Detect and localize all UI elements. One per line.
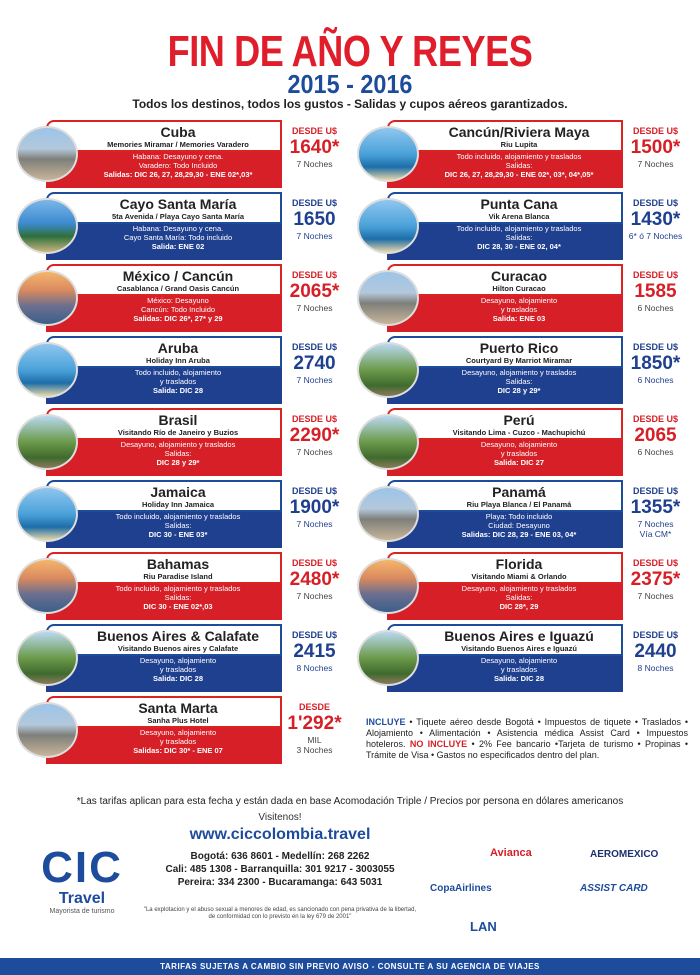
destination-card bbox=[353, 408, 688, 476]
detail-line: y traslados bbox=[159, 737, 197, 746]
detail-line: México: Desayuno bbox=[147, 296, 209, 305]
price-from-label: DESDE U$ bbox=[632, 486, 678, 496]
destination-card bbox=[12, 192, 347, 260]
destination-details bbox=[46, 510, 282, 548]
destination-hotel: Hilton Curacao bbox=[492, 284, 546, 293]
destination-photo bbox=[357, 270, 419, 326]
destination-card bbox=[353, 120, 688, 188]
destination-card bbox=[353, 552, 688, 620]
detail-line: Desayuno, alojamiento y traslados bbox=[461, 584, 577, 593]
copa-logo: CopaAirlines bbox=[430, 883, 492, 894]
detail-line: Todo incluido, alojamiento y traslados bbox=[115, 512, 241, 521]
nights-label: 7 Noches bbox=[296, 159, 333, 169]
destination-name: Panamá bbox=[492, 484, 546, 500]
price-block bbox=[623, 120, 688, 188]
nights-label: 8 Noches bbox=[296, 663, 333, 673]
nights-label: 7 Noches bbox=[637, 519, 674, 529]
price-block bbox=[623, 480, 688, 548]
avianca-logo: Avianca bbox=[490, 847, 532, 859]
price-block bbox=[282, 552, 347, 620]
nights-label: 7 Noches bbox=[296, 591, 333, 601]
destination-card bbox=[12, 552, 347, 620]
page-subtitle: Todos los destinos, todos los gustos - Salidas y cupos aéreos garantizados. bbox=[132, 97, 568, 111]
destination-photo bbox=[357, 342, 419, 398]
departure-dates: DIC 26, 27, 28,29,30 - ENE 02*, 03*, 04*,05* bbox=[444, 170, 594, 179]
destination-card bbox=[12, 336, 347, 404]
price-amount: 2065* bbox=[289, 281, 340, 302]
detail-line: Salidas: bbox=[505, 593, 533, 602]
detail-line: Salidas: bbox=[164, 593, 192, 602]
destination-photo bbox=[357, 486, 419, 542]
destination-photo bbox=[16, 342, 78, 398]
destination-name: Cuba bbox=[160, 124, 196, 140]
price-block bbox=[623, 264, 688, 332]
price-block bbox=[282, 120, 347, 188]
destination-details bbox=[46, 294, 282, 332]
departure-dates: Salidas: DIC 30* - ENE 07 bbox=[133, 746, 223, 755]
departure-dates: Salida: DIC 27 bbox=[493, 458, 545, 467]
price-from-label: DESDE U$ bbox=[291, 126, 337, 136]
price-block bbox=[623, 192, 688, 260]
destination-details bbox=[46, 726, 282, 764]
detail-line: Desayuno, alojamiento bbox=[139, 656, 217, 665]
price-block bbox=[282, 192, 347, 260]
detail-line: y traslados bbox=[159, 377, 197, 386]
detail-line: Ciudad: Desayuno bbox=[488, 521, 550, 530]
departure-dates: DIC 28 y 29* bbox=[497, 386, 541, 395]
price-amount: 2480* bbox=[289, 569, 340, 590]
destination-details bbox=[387, 294, 623, 332]
left-destination-column bbox=[12, 120, 347, 768]
price-from-label: DESDE U$ bbox=[632, 630, 678, 640]
price-amount: 2415 bbox=[293, 641, 336, 662]
destination-name: Cancún/Riviera Maya bbox=[448, 124, 590, 140]
destination-hotel: Vik Arena Blanca bbox=[488, 212, 550, 221]
phone-line: Cali: 485 1308 - Barranquilla: 301 9217 - 3003055 bbox=[165, 864, 395, 875]
destination-header bbox=[46, 264, 282, 296]
price-from-label: DESDE U$ bbox=[291, 486, 337, 496]
departure-dates: DIC 28*, 29 bbox=[499, 602, 539, 611]
price-amount: 1355* bbox=[630, 497, 681, 518]
price-from-label: DESDE U$ bbox=[291, 414, 337, 424]
detail-line: y traslados bbox=[500, 305, 538, 314]
destination-header bbox=[387, 552, 623, 584]
destination-card bbox=[12, 480, 347, 548]
destination-name: Jamaica bbox=[150, 484, 206, 500]
right-destination-column bbox=[353, 120, 688, 696]
nights-label: 7 Noches bbox=[296, 519, 333, 529]
price-amount: 1585 bbox=[634, 281, 677, 302]
destination-hotel: Visitando Miami & Orlando bbox=[471, 572, 567, 581]
nights-label: 6 Noches bbox=[637, 447, 674, 457]
nights-label: 8 Noches bbox=[637, 663, 674, 673]
detail-line: Salidas: bbox=[505, 377, 533, 386]
destination-header bbox=[387, 192, 623, 224]
destination-photo bbox=[16, 126, 78, 182]
destination-name: Aruba bbox=[157, 340, 199, 356]
departure-dates: Salida: ENE 03 bbox=[492, 314, 546, 323]
detail-line: Todo incluido, alojamiento y traslados bbox=[456, 152, 582, 161]
destination-header bbox=[387, 336, 623, 368]
destination-details bbox=[46, 438, 282, 476]
destination-details bbox=[387, 150, 623, 188]
price-block bbox=[282, 696, 347, 764]
price-amount: 2740 bbox=[293, 353, 336, 374]
destination-header bbox=[46, 120, 282, 152]
destination-header bbox=[387, 120, 623, 152]
detail-line: Habana: Desayuno y cena. bbox=[132, 152, 224, 161]
destination-name: Curacao bbox=[490, 268, 548, 284]
detail-line: Todo incluido, alojamiento bbox=[134, 368, 222, 377]
destination-details bbox=[387, 654, 623, 692]
destination-photo bbox=[357, 630, 419, 686]
cic-logo bbox=[22, 845, 142, 935]
detail-line: Cayo Santa María: Todo incluido bbox=[123, 233, 233, 242]
destination-name: Cayo Santa María bbox=[119, 196, 237, 212]
price-block bbox=[282, 480, 347, 548]
legal-text: "La explotacion y el abuso sexual a menores de edad, es sancionado con pena privativa de la libertad, de conformidad con lo previsto en la ley 679 de 2001" bbox=[143, 907, 417, 920]
price-from-label: DESDE U$ bbox=[291, 342, 337, 352]
price-block bbox=[282, 336, 347, 404]
destination-details bbox=[387, 222, 623, 260]
destination-photo bbox=[16, 414, 78, 470]
not-includes-text: • 2% Fee bancario •Tarjeta de turismo • Propinas • Trámite de Visa • Gastos no especificados dentro del plan. bbox=[366, 739, 688, 760]
destination-card bbox=[12, 408, 347, 476]
destination-hotel: Memories Miramar / Memories Varadero bbox=[107, 140, 249, 149]
airline-logos bbox=[430, 835, 690, 945]
detail-line: Desayuno, alojamiento bbox=[480, 440, 558, 449]
detail-line: Desayuno, alojamiento y traslados bbox=[120, 440, 236, 449]
nights-label: 6 Noches bbox=[637, 303, 674, 313]
destination-photo bbox=[16, 198, 78, 254]
destination-name: Florida bbox=[495, 556, 543, 572]
destination-header bbox=[387, 480, 623, 512]
detail-line: Desayuno, alojamiento y traslados bbox=[461, 368, 577, 377]
departure-dates: DIC 30 - ENE 03* bbox=[148, 530, 208, 539]
destination-hotel: Visitando Buenos Aires e Iguazú bbox=[461, 644, 577, 653]
website-link[interactable]: www.ciccolombia.travel bbox=[189, 826, 371, 843]
nights-label: 7 Noches bbox=[637, 159, 674, 169]
disclaimer-bar: TARIFAS SUJETAS A CAMBIO SIN PREVIO AVISO - CONSULTE A SU AGENCIA DE VIAJES bbox=[0, 958, 700, 975]
destination-photo bbox=[357, 198, 419, 254]
includes-text: • Tiquete aéreo desde Bogotá • Impuestos de tiquete • Traslados • Alojamiento • Alimentación • Asistencia médica Assist Card • Impuestos hoteleros. bbox=[366, 717, 688, 749]
nights-label: 7 Noches bbox=[637, 591, 674, 601]
destination-card bbox=[12, 120, 347, 188]
nights-label: 7 Noches bbox=[296, 375, 333, 385]
detail-line: Todo incluido, alojamiento y traslados bbox=[456, 224, 582, 233]
destination-header bbox=[46, 552, 282, 584]
cic-logo-travel: Travel bbox=[58, 890, 106, 907]
nights-label: 3 Noches bbox=[296, 745, 333, 755]
destination-card bbox=[12, 696, 347, 764]
destination-photo bbox=[357, 126, 419, 182]
destination-name: México / Cancún bbox=[122, 268, 234, 284]
nights-label: 7 Noches bbox=[296, 447, 333, 457]
destination-name: Perú bbox=[503, 412, 535, 428]
departure-dates: Salida: DIC 28 bbox=[493, 674, 545, 683]
price-block bbox=[623, 336, 688, 404]
detail-line: Playa: Todo incluido bbox=[485, 512, 553, 521]
destination-card bbox=[12, 264, 347, 332]
not-includes-label: NO INCLUYE bbox=[409, 739, 468, 749]
destination-details bbox=[387, 438, 623, 476]
detail-line: Varadero: Todo Incluido bbox=[138, 161, 218, 170]
destination-name: Buenos Aires e Iguazú bbox=[444, 628, 594, 644]
price-amount: 1850* bbox=[630, 353, 681, 374]
destination-header bbox=[46, 624, 282, 656]
detail-line: Desayuno, alojamiento bbox=[480, 296, 558, 305]
nights-label: 7 Noches bbox=[296, 303, 333, 313]
nights-label: 7 Noches bbox=[296, 231, 333, 241]
price-block bbox=[282, 624, 347, 692]
destination-name: Buenos Aires & Calafate bbox=[96, 628, 260, 644]
phone-list bbox=[140, 850, 420, 889]
nights-label: 6 Noches bbox=[637, 375, 674, 385]
price-from-label: DESDE bbox=[298, 702, 330, 712]
price-block bbox=[623, 624, 688, 692]
destination-header bbox=[46, 696, 282, 728]
destination-details bbox=[46, 582, 282, 620]
detail-line: Salidas: bbox=[164, 521, 192, 530]
price-amount: 1'292* bbox=[287, 713, 342, 734]
nights-label: Vía CM* bbox=[639, 529, 672, 539]
destination-header bbox=[387, 624, 623, 656]
destination-header bbox=[387, 408, 623, 440]
destination-hotel: Riu Paradise Island bbox=[143, 572, 213, 581]
includes-box bbox=[366, 717, 688, 761]
destination-hotel: Visitando Lima - Cuzco - Machupichú bbox=[452, 428, 586, 437]
destination-header bbox=[46, 408, 282, 440]
nights-label: 6* ó 7 Noches bbox=[628, 231, 683, 241]
destination-card bbox=[353, 336, 688, 404]
detail-line: Habana: Desayuno y cena. bbox=[132, 224, 224, 233]
destination-hotel: Visitando Río de Janeiro y Buzios bbox=[117, 428, 239, 437]
destination-header bbox=[46, 192, 282, 224]
price-amount: 2375* bbox=[630, 569, 681, 590]
destination-name: Puerto Rico bbox=[479, 340, 559, 356]
departure-dates: Salida: DIC 28 bbox=[152, 674, 204, 683]
price-from-label: DESDE U$ bbox=[632, 270, 678, 280]
detail-line: Salidas: bbox=[505, 233, 533, 242]
destination-hotel: Riu Playa Blanca / El Panamá bbox=[466, 500, 572, 509]
detail-line: Salidas: bbox=[164, 449, 192, 458]
price-from-label: DESDE U$ bbox=[291, 198, 337, 208]
price-amount: 1500* bbox=[630, 137, 681, 158]
destination-hotel: Riu Lupita bbox=[500, 140, 538, 149]
price-amount: 2440 bbox=[634, 641, 677, 662]
departure-dates: Salidas: DIC 28, 29 - ENE 03, 04* bbox=[461, 530, 577, 539]
price-amount: 1650 bbox=[293, 209, 336, 230]
destination-details bbox=[387, 510, 623, 548]
departure-dates: DIC 28, 30 - ENE 02, 04* bbox=[477, 242, 561, 251]
detail-line: Desayuno, alojamiento bbox=[480, 656, 558, 665]
destination-card bbox=[353, 192, 688, 260]
page-title: FIN DE AÑO Y REYES bbox=[167, 27, 533, 76]
departure-dates: Salidas: DIC 26*, 27* y 29 bbox=[133, 314, 223, 323]
price-block bbox=[623, 408, 688, 476]
destination-name: Punta Cana bbox=[480, 196, 558, 212]
destination-photo bbox=[16, 630, 78, 686]
departure-dates: DIC 30 - ENE 02*,03 bbox=[143, 602, 213, 611]
destination-name: Bahamas bbox=[146, 556, 210, 572]
destination-card bbox=[353, 624, 688, 692]
destination-details bbox=[46, 366, 282, 404]
page-years: 2015 - 2016 bbox=[287, 69, 413, 99]
price-from-label: DESDE U$ bbox=[632, 558, 678, 568]
phone-line: Pereira: 334 2300 - Bucaramanga: 643 5031 bbox=[177, 877, 383, 888]
price-from-label: DESDE U$ bbox=[291, 270, 337, 280]
destination-card bbox=[353, 480, 688, 548]
price-from-label: DESDE U$ bbox=[291, 558, 337, 568]
detail-line: y traslados bbox=[159, 665, 197, 674]
fare-note: *Las tarifas aplican para esta fecha y están dada en base Acomodación Triple / Precios por persona en dólares americanos bbox=[76, 796, 624, 807]
price-block bbox=[282, 408, 347, 476]
destination-photo bbox=[16, 558, 78, 614]
price-block bbox=[623, 552, 688, 620]
departure-dates: Salida: DIC 28 bbox=[152, 386, 204, 395]
price-amount: 2065 bbox=[634, 425, 677, 446]
destination-photo bbox=[16, 270, 78, 326]
detail-line: Todo incluido, alojamiento y traslados bbox=[115, 584, 241, 593]
destination-photo bbox=[357, 414, 419, 470]
destination-details bbox=[46, 222, 282, 260]
destination-hotel: 5ta Avenida / Playa Cayo Santa María bbox=[111, 212, 244, 221]
destination-header bbox=[387, 264, 623, 296]
includes-label: INCLUYE bbox=[366, 717, 406, 727]
destination-card bbox=[12, 624, 347, 692]
cic-logo-letters: CIC bbox=[41, 843, 123, 892]
price-from-label: DESDE U$ bbox=[632, 198, 678, 208]
price-from-label: DESDE U$ bbox=[291, 630, 337, 640]
destination-name: Brasil bbox=[158, 412, 198, 428]
price-from-label: DESDE U$ bbox=[632, 126, 678, 136]
nights-label: MIL bbox=[307, 735, 322, 745]
price-amount: 1900* bbox=[289, 497, 340, 518]
departure-dates: Salida: ENE 02 bbox=[151, 242, 205, 251]
detail-line: y traslados bbox=[500, 665, 538, 674]
assist-card-logo: ASSIST CARD bbox=[580, 883, 648, 894]
destination-hotel: Holiday Inn Jamaica bbox=[141, 500, 215, 509]
price-amount: 1640* bbox=[289, 137, 340, 158]
visit-label: Visitenos! bbox=[258, 812, 302, 823]
destination-card bbox=[353, 264, 688, 332]
destination-details bbox=[46, 654, 282, 692]
phone-line: Bogotá: 636 8601 - Medellín: 268 2262 bbox=[190, 851, 370, 862]
destination-details bbox=[387, 366, 623, 404]
destination-header bbox=[46, 480, 282, 512]
cic-logo-tagline: Mayorista de turismo bbox=[49, 908, 115, 915]
destination-photo bbox=[16, 486, 78, 542]
departure-dates: Salidas: DIC 26, 27, 28,29,30 - ENE 02*,03* bbox=[103, 170, 253, 179]
price-from-label: DESDE U$ bbox=[632, 414, 678, 424]
price-amount: 2290* bbox=[289, 425, 340, 446]
price-from-label: DESDE U$ bbox=[632, 342, 678, 352]
aeromexico-logo: AEROMEXICO bbox=[590, 849, 659, 860]
destination-hotel: Holiday Inn Aruba bbox=[146, 356, 210, 365]
destination-hotel: Courtyard By Marriot Miramar bbox=[465, 356, 573, 365]
destination-hotel: Casablanca / Grand Oasis Cancún bbox=[116, 284, 240, 293]
destination-hotel: Visitando Buenos aires y Calafate bbox=[117, 644, 239, 653]
departure-dates: DIC 28 y 29* bbox=[156, 458, 200, 467]
lan-logo: LAN bbox=[470, 919, 497, 934]
detail-line: Cancún: Todo Incluido bbox=[140, 305, 216, 314]
destination-hotel: Sanha Plus Hotel bbox=[147, 716, 209, 725]
destination-details bbox=[46, 150, 282, 188]
detail-line: y traslados bbox=[500, 449, 538, 458]
price-block bbox=[282, 264, 347, 332]
destination-header bbox=[46, 336, 282, 368]
detail-line: Salidas: bbox=[505, 161, 533, 170]
destination-details bbox=[387, 582, 623, 620]
destination-photo bbox=[357, 558, 419, 614]
price-amount: 1430* bbox=[630, 209, 681, 230]
destination-name: Santa Marta bbox=[138, 700, 218, 716]
detail-line: Desayuno, alojamiento bbox=[139, 728, 217, 737]
destination-photo bbox=[16, 702, 78, 758]
